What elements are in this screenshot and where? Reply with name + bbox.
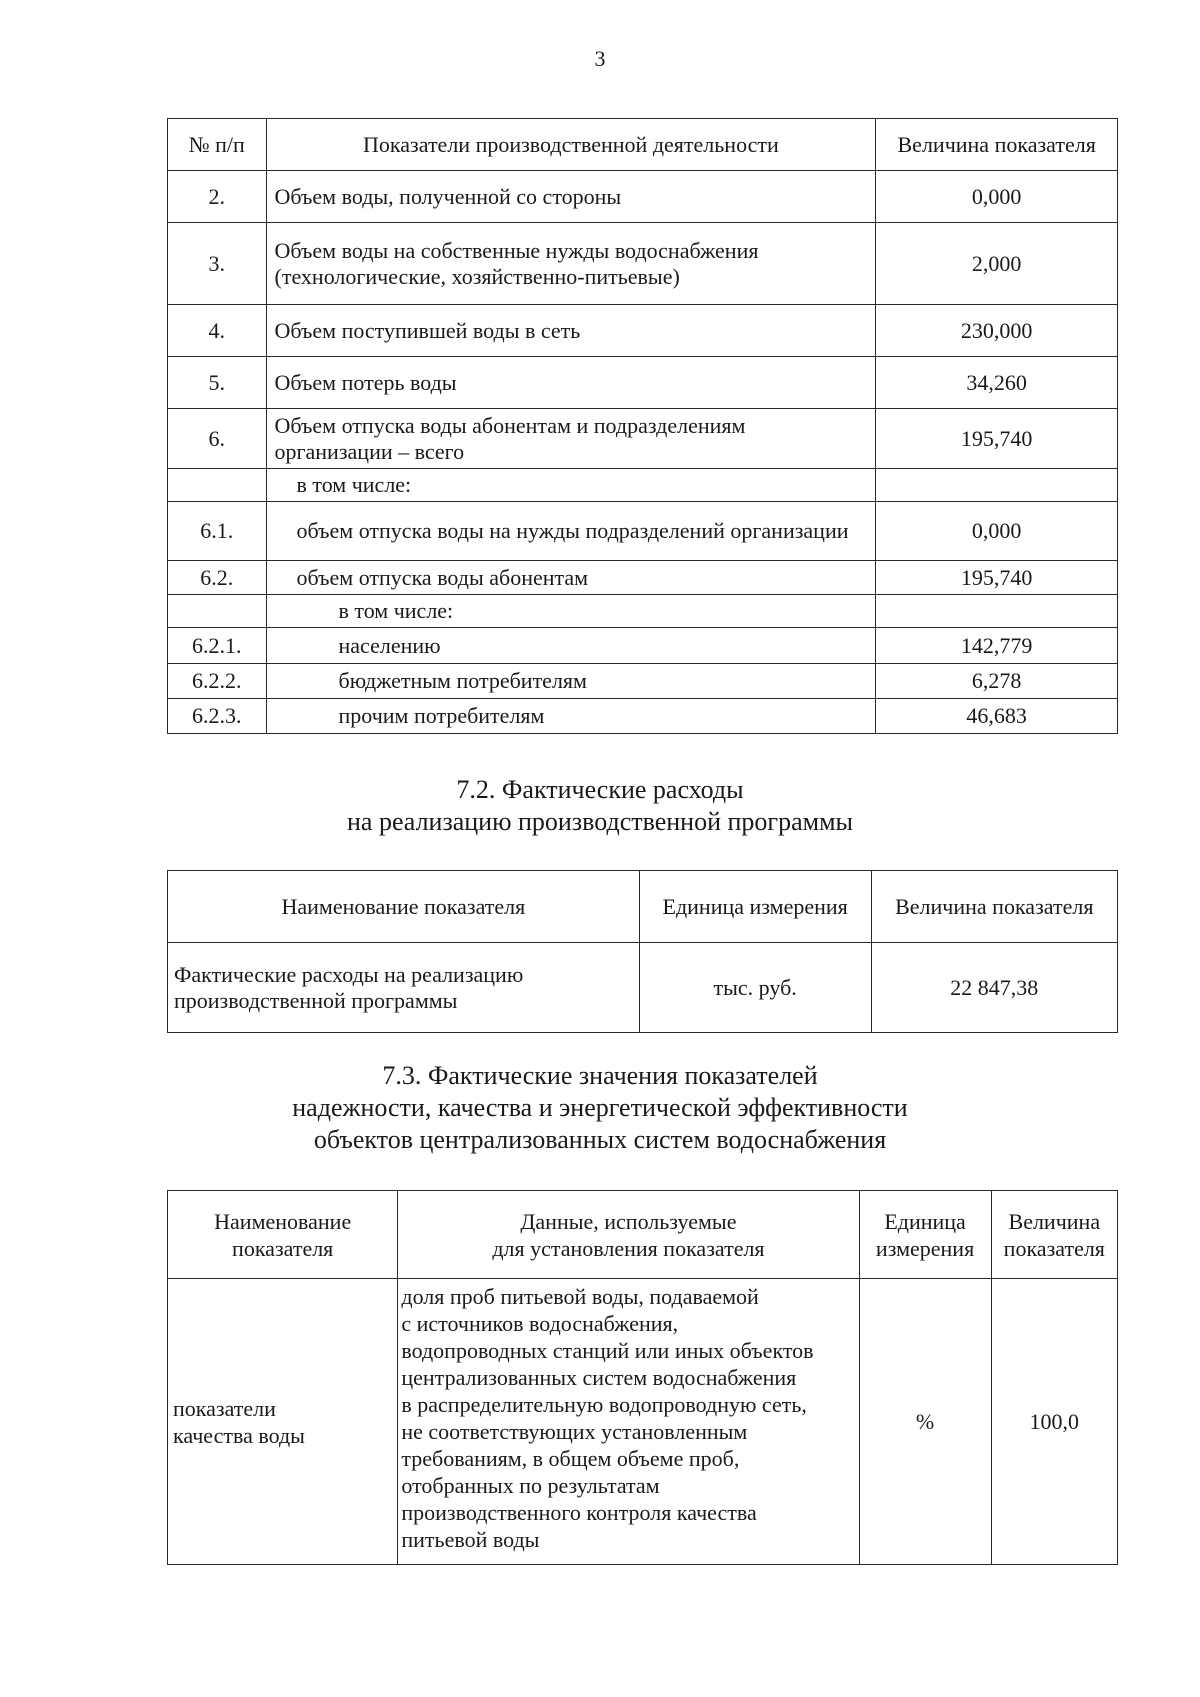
row-number: 6.2.: [168, 561, 267, 595]
section-7-3-title: [0, 1060, 1200, 1156]
row-name: населению: [266, 628, 876, 664]
row-name: Объем потерь воды: [266, 357, 876, 409]
row-name: в том числе:: [266, 469, 876, 502]
row-value: 142,779: [876, 628, 1118, 664]
row-value: 230,000: [876, 305, 1118, 357]
table-row: [168, 469, 1118, 502]
row-number: 6.2.3.: [168, 699, 267, 734]
row-value: 0,000: [876, 502, 1118, 561]
row-data: доля проб питьевой воды, подаваемой с источников водоснабжения, водопроводных станций или иных объектов централизованных систем водоснабжения в распределительную водопроводную сеть, не соответствующих установленным требованиям, в общем объеме проб, отобранных по результатам производственного контроля качества питьевой воды: [398, 1279, 859, 1565]
column-header-unit: Единица измерения: [859, 1191, 991, 1279]
reliability-quality-table: [167, 1190, 1118, 1565]
row-name: Фактические расходы на реализацию производственной программы: [168, 943, 640, 1033]
table-row: [168, 223, 1118, 305]
section-title-line: объектов централизованных систем водоснабжения: [313, 1125, 887, 1154]
column-header-unit: Единица измерения: [639, 871, 871, 943]
row-name: объем отпуска воды абонентам: [266, 561, 876, 595]
column-header-value: Величина показателя: [991, 1191, 1117, 1279]
table-row: [168, 561, 1118, 595]
row-number: 6.2.2.: [168, 664, 267, 699]
row-number: 3.: [168, 223, 267, 305]
row-number: 5.: [168, 357, 267, 409]
row-value: 6,278: [876, 664, 1118, 699]
row-value: 34,260: [876, 357, 1118, 409]
row-name: объем отпуска воды на нужды подразделений организации: [266, 502, 876, 561]
section-title-line: на реализацию производственной программы: [346, 807, 853, 836]
row-value: 100,0: [991, 1279, 1117, 1565]
column-header-value: Величина показателя: [876, 119, 1118, 171]
row-number: 6.: [168, 409, 267, 469]
row-value: 0,000: [876, 171, 1118, 223]
row-name: Объем отпуска воды абонентам и подразделениям организации – всего: [266, 409, 876, 469]
row-name: показатели качества воды: [168, 1279, 398, 1565]
row-number: [168, 469, 267, 502]
table-header-row: [168, 871, 1118, 943]
row-number: 6.2.1.: [168, 628, 267, 664]
row-value: 195,740: [876, 561, 1118, 595]
table-row: [168, 409, 1118, 469]
row-name: Объем воды на собственные нужды водоснабжения (технологические, хозяйственно-питьевые): [266, 223, 876, 305]
section-7-2-title: [0, 774, 1200, 838]
actual-expenses-table: [167, 870, 1118, 1033]
section-title-line: 7.2. Фактические расходы: [456, 775, 744, 804]
row-value: [876, 595, 1118, 628]
row-name: прочим потребителям: [266, 699, 876, 734]
page-number: 3: [594, 46, 606, 71]
column-header-name: Наименование показателя: [168, 871, 640, 943]
column-header-value: Величина показателя: [871, 871, 1117, 943]
column-header-indicators: Показатели производственной деятельности: [266, 119, 876, 171]
row-value: 22 847,38: [871, 943, 1117, 1033]
section-title-line: 7.3. Фактические значения показателей: [382, 1061, 818, 1090]
row-value: [876, 469, 1118, 502]
table-header-row: [168, 119, 1118, 171]
row-value: 2,000: [876, 223, 1118, 305]
row-number: 2.: [168, 171, 267, 223]
table-row: [168, 664, 1118, 699]
column-header-name: Наименование показателя: [168, 1191, 398, 1279]
row-value: 195,740: [876, 409, 1118, 469]
table-row: [168, 305, 1118, 357]
row-unit: %: [859, 1279, 991, 1565]
row-number: [168, 595, 267, 628]
row-unit: тыс. руб.: [639, 943, 871, 1033]
column-header-data: Данные, используемые для установления показателя: [398, 1191, 859, 1279]
table-row: [168, 502, 1118, 561]
row-name: Объем поступившей воды в сеть: [266, 305, 876, 357]
row-number: 6.1.: [168, 502, 267, 561]
row-value: 46,683: [876, 699, 1118, 734]
table-row: [168, 171, 1118, 223]
section-title-line: надежности, качества и энергетической эффективности: [292, 1093, 908, 1122]
production-indicators-table: [167, 118, 1118, 734]
table-row: [168, 699, 1118, 734]
row-name: Объем воды, полученной со стороны: [266, 171, 876, 223]
column-header-number: № п/п: [168, 119, 267, 171]
table-row: [168, 628, 1118, 664]
table-header-row: [168, 1191, 1118, 1279]
table-row: [168, 943, 1118, 1033]
table-row: [168, 595, 1118, 628]
row-name: в том числе:: [266, 595, 876, 628]
table-row: [168, 1279, 1118, 1565]
table-row: [168, 357, 1118, 409]
row-name: бюджетным потребителям: [266, 664, 876, 699]
row-number: 4.: [168, 305, 267, 357]
